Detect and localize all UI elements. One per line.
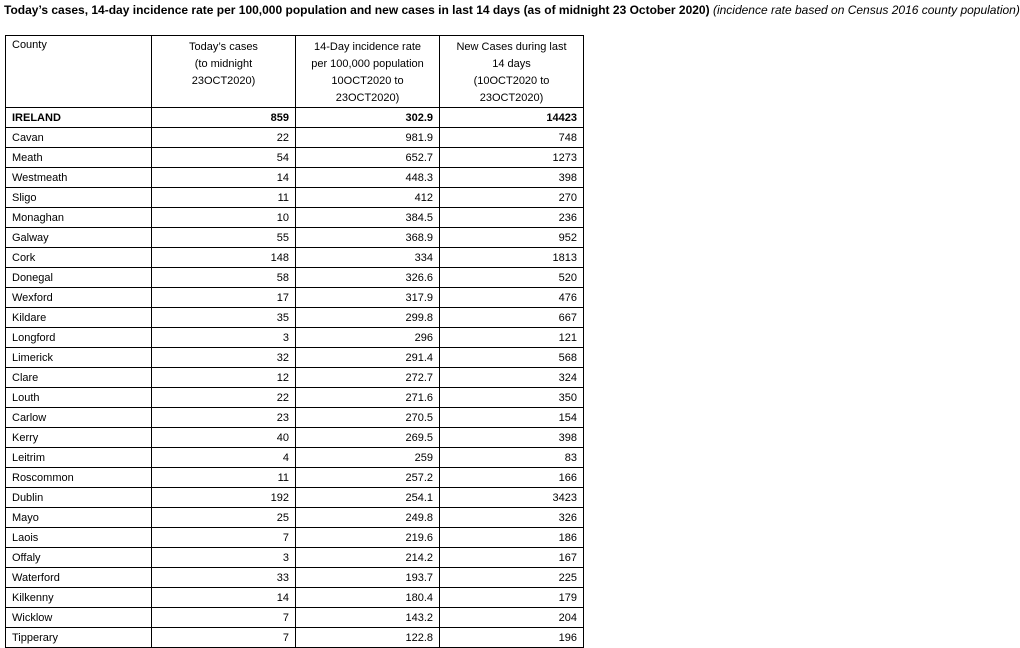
- incidence-rate-cell: 412: [296, 188, 440, 208]
- header-line: (to midnight: [194, 58, 253, 70]
- header-line: 14 days: [492, 58, 531, 70]
- header-line: County: [12, 39, 47, 51]
- header-line: Today’s cases: [189, 41, 258, 53]
- new-cases-cell: 166: [440, 468, 584, 488]
- county-cell: Roscommon: [6, 468, 152, 488]
- incidence-rate-cell: 259: [296, 448, 440, 468]
- header-county: [6, 36, 152, 108]
- new-cases-cell: 167: [440, 548, 584, 568]
- incidence-rate-cell: 143.2: [296, 608, 440, 628]
- title-note: (incidence rate based on Census 2016 county population): [712, 3, 1020, 17]
- incidence-rate-cell: 368.9: [296, 228, 440, 248]
- incidence-rate-cell: 193.7: [296, 568, 440, 588]
- todays-cases-cell: 859: [152, 108, 296, 128]
- table-row: [6, 488, 584, 508]
- new-cases-cell: 952: [440, 228, 584, 248]
- table-row: [6, 188, 584, 208]
- new-cases-cell: 179: [440, 588, 584, 608]
- new-cases-cell: 186: [440, 528, 584, 548]
- incidence-rate-cell: 214.2: [296, 548, 440, 568]
- county-cell: Monaghan: [6, 208, 152, 228]
- todays-cases-cell: 25: [152, 508, 296, 528]
- table-row: [6, 388, 584, 408]
- table-row: [6, 528, 584, 548]
- new-cases-cell: 748: [440, 128, 584, 148]
- incidence-rate-cell: 652.7: [296, 148, 440, 168]
- new-cases-cell: 476: [440, 288, 584, 308]
- table-row: [6, 568, 584, 588]
- table-row: [6, 468, 584, 488]
- table-row: [6, 248, 584, 268]
- header-line: (10OCT2020 to: [473, 75, 550, 87]
- header-line: 10OCT2020 to: [331, 75, 404, 87]
- incidence-rate-cell: 270.5: [296, 408, 440, 428]
- header-line: 23OCT2020): [479, 92, 544, 104]
- county-cell: Sligo: [6, 188, 152, 208]
- new-cases-cell: 398: [440, 428, 584, 448]
- table-row: [6, 508, 584, 528]
- table-row: [6, 308, 584, 328]
- new-cases-cell: 225: [440, 568, 584, 588]
- new-cases-cell: 83: [440, 448, 584, 468]
- incidence-rate-cell: 219.6: [296, 528, 440, 548]
- new-cases-cell: 326: [440, 508, 584, 528]
- table-row: [6, 448, 584, 468]
- table-row: [6, 228, 584, 248]
- todays-cases-cell: 11: [152, 468, 296, 488]
- new-cases-cell: 398: [440, 168, 584, 188]
- header-new-cases: [440, 36, 584, 108]
- incidence-rate-cell: 981.9: [296, 128, 440, 148]
- todays-cases-cell: 22: [152, 388, 296, 408]
- todays-cases-cell: 32: [152, 348, 296, 368]
- new-cases-cell: 350: [440, 388, 584, 408]
- todays-cases-cell: 14: [152, 168, 296, 188]
- todays-cases-cell: 54: [152, 148, 296, 168]
- county-cell: Limerick: [6, 348, 152, 368]
- todays-cases-cell: 3: [152, 548, 296, 568]
- table-row: [6, 588, 584, 608]
- table-row: [6, 168, 584, 188]
- table-body: [6, 108, 584, 648]
- new-cases-cell: 204: [440, 608, 584, 628]
- title-main: Today’s cases, 14-day incidence rate per 100,000 population and new cases in last 14 days (as of midnight 23 October 2020): [4, 3, 710, 17]
- incidence-rate-cell: 291.4: [296, 348, 440, 368]
- county-cell: Wexford: [6, 288, 152, 308]
- todays-cases-cell: 23: [152, 408, 296, 428]
- header-line: 23OCT2020): [191, 75, 256, 87]
- county-cell: Kilkenny: [6, 588, 152, 608]
- county-cell: Mayo: [6, 508, 152, 528]
- todays-cases-cell: 192: [152, 488, 296, 508]
- new-cases-cell: 14423: [440, 108, 584, 128]
- incidence-rate-cell: 122.8: [296, 628, 440, 648]
- todays-cases-cell: 3: [152, 328, 296, 348]
- table-row: [6, 208, 584, 228]
- table-row: [6, 288, 584, 308]
- todays-cases-cell: 33: [152, 568, 296, 588]
- county-cell: Galway: [6, 228, 152, 248]
- new-cases-cell: 1813: [440, 248, 584, 268]
- todays-cases-cell: 4: [152, 448, 296, 468]
- todays-cases-cell: 14: [152, 588, 296, 608]
- todays-cases-cell: 7: [152, 628, 296, 648]
- county-cell: Donegal: [6, 268, 152, 288]
- todays-cases-cell: 22: [152, 128, 296, 148]
- county-cell: Tipperary: [6, 628, 152, 648]
- county-cell: Laois: [6, 528, 152, 548]
- table-row: [6, 368, 584, 388]
- todays-cases-cell: 148: [152, 248, 296, 268]
- incidence-rate-cell: 257.2: [296, 468, 440, 488]
- county-cell: Cavan: [6, 128, 152, 148]
- incidence-rate-cell: 272.7: [296, 368, 440, 388]
- header-line: 23OCT2020): [335, 92, 400, 104]
- new-cases-cell: 154: [440, 408, 584, 428]
- county-cell: Waterford: [6, 568, 152, 588]
- incidence-rate-cell: 302.9: [296, 108, 440, 128]
- county-cell: Leitrim: [6, 448, 152, 468]
- incidence-rate-cell: 249.8: [296, 508, 440, 528]
- todays-cases-cell: 10: [152, 208, 296, 228]
- new-cases-cell: 520: [440, 268, 584, 288]
- new-cases-cell: 196: [440, 628, 584, 648]
- incidence-rate-cell: 384.5: [296, 208, 440, 228]
- table-row: [6, 348, 584, 368]
- todays-cases-cell: 40: [152, 428, 296, 448]
- todays-cases-cell: 55: [152, 228, 296, 248]
- new-cases-cell: 236: [440, 208, 584, 228]
- new-cases-cell: 667: [440, 308, 584, 328]
- todays-cases-cell: 17: [152, 288, 296, 308]
- total-row: [6, 108, 584, 128]
- table-row: [6, 628, 584, 648]
- county-cell: Carlow: [6, 408, 152, 428]
- header-todays-cases: [152, 36, 296, 108]
- page-title: [4, 3, 1020, 17]
- todays-cases-cell: 7: [152, 608, 296, 628]
- new-cases-cell: 270: [440, 188, 584, 208]
- header-row: [6, 36, 584, 108]
- county-cases-table: [5, 35, 584, 648]
- incidence-rate-cell: 299.8: [296, 308, 440, 328]
- table-row: [6, 328, 584, 348]
- table-row: [6, 148, 584, 168]
- incidence-rate-cell: 254.1: [296, 488, 440, 508]
- header-line: 14-Day incidence rate: [313, 41, 421, 53]
- county-cell: Offaly: [6, 548, 152, 568]
- county-cell: Wicklow: [6, 608, 152, 628]
- incidence-rate-cell: 334: [296, 248, 440, 268]
- header-line: New Cases during last: [456, 41, 567, 53]
- county-cell: IRELAND: [6, 108, 152, 128]
- incidence-rate-cell: 326.6: [296, 268, 440, 288]
- county-cell: Meath: [6, 148, 152, 168]
- county-cell: Louth: [6, 388, 152, 408]
- todays-cases-cell: 35: [152, 308, 296, 328]
- new-cases-cell: 568: [440, 348, 584, 368]
- table-row: [6, 428, 584, 448]
- header-line: per 100,000 population: [311, 58, 424, 70]
- table-row: [6, 268, 584, 288]
- new-cases-cell: 324: [440, 368, 584, 388]
- new-cases-cell: 3423: [440, 488, 584, 508]
- incidence-rate-cell: 271.6: [296, 388, 440, 408]
- table-row: [6, 548, 584, 568]
- incidence-rate-cell: 317.9: [296, 288, 440, 308]
- todays-cases-cell: 11: [152, 188, 296, 208]
- table-row: [6, 128, 584, 148]
- county-cell: Westmeath: [6, 168, 152, 188]
- county-cell: Longford: [6, 328, 152, 348]
- table-row: [6, 608, 584, 628]
- new-cases-cell: 1273: [440, 148, 584, 168]
- county-cell: Kerry: [6, 428, 152, 448]
- incidence-rate-cell: 180.4: [296, 588, 440, 608]
- todays-cases-cell: 12: [152, 368, 296, 388]
- incidence-rate-cell: 269.5: [296, 428, 440, 448]
- county-cell: Dublin: [6, 488, 152, 508]
- incidence-rate-cell: 448.3: [296, 168, 440, 188]
- county-cell: Clare: [6, 368, 152, 388]
- table-row: [6, 408, 584, 428]
- incidence-rate-cell: 296: [296, 328, 440, 348]
- todays-cases-cell: 7: [152, 528, 296, 548]
- todays-cases-cell: 58: [152, 268, 296, 288]
- new-cases-cell: 121: [440, 328, 584, 348]
- county-cell: Cork: [6, 248, 152, 268]
- county-cell: Kildare: [6, 308, 152, 328]
- header-incidence-rate: [296, 36, 440, 108]
